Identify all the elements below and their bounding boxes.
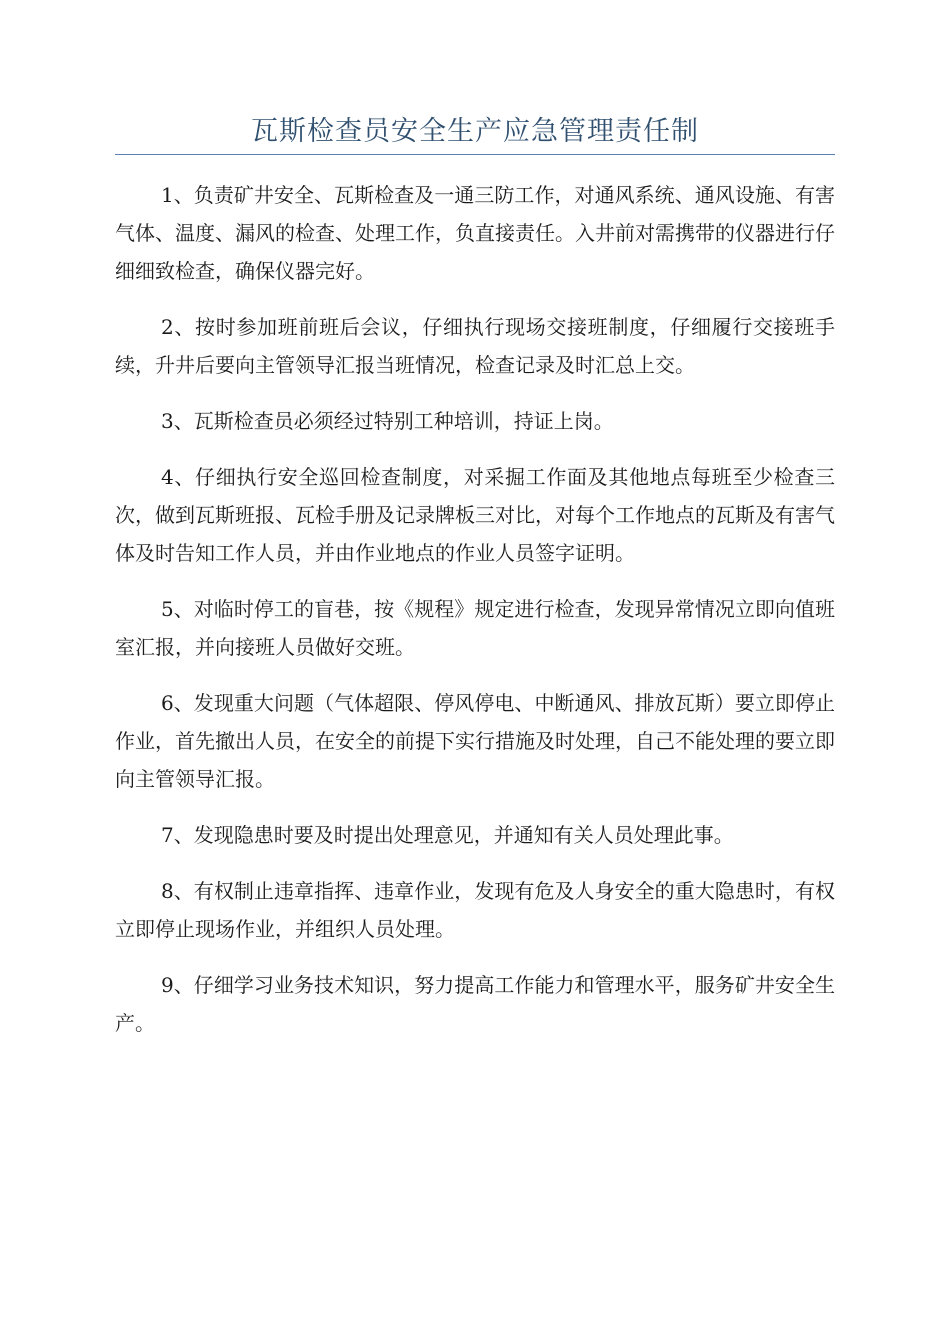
paragraph-2: 2、按时参加班前班后会议，仔细执行现场交接班制度，仔细履行交接班手续，升井后要向主管领导汇报当班情况，检查记录及时汇总上交。 — [115, 315, 835, 377]
paragraph-1: 1、负责矿井安全、瓦斯检查及一通三防工作，对通风系统、通风设施、有害气体、温度、漏风的检查、处理工作，负直接责任。入井前对需携带的仪器进行仔细细致检查，确保仪器完好。 — [115, 183, 835, 283]
paragraph-6: 6、发现重大问题（气体超限、停风停电、中断通风、排放瓦斯）要立即停止作业，首先撤出人员，在安全的前提下实行措施及时处理，自己不能处理的要立即向主管领导汇报。 — [115, 691, 835, 791]
document-title: 瓦斯检查员安全生产应急管理责任制 — [251, 116, 699, 147]
document-body — [115, 176, 835, 1060]
paragraph-8: 8、有权制止违章指挥、违章作业，发现有危及人身安全的重大隐患时，有权立即停止现场作业，并组织人员处理。 — [115, 879, 835, 941]
paragraph-4: 4、仔细执行安全巡回检查制度，对采掘工作面及其他地点每班至少检查三次，做到瓦斯班报、瓦检手册及记录牌板三对比，对每个工作地点的瓦斯及有害气体及时告知工作人员，并由作业地点的作业人员签字证明。 — [115, 465, 835, 565]
title-underline — [115, 154, 835, 155]
paragraph-5: 5、对临时停工的盲巷，按《规程》规定进行检查，发现异常情况立即向值班室汇报，并向接班人员做好交班。 — [115, 597, 835, 659]
paragraph-9: 9、仔细学习业务技术知识，努力提高工作能力和管理水平，服务矿井安全生产。 — [115, 973, 835, 1035]
paragraph-7: 7、发现隐患时要及时提出处理意见，并通知有关人员处理此事。 — [161, 823, 734, 847]
paragraph-3: 3、瓦斯检查员必须经过特别工种培训，持证上岗。 — [161, 409, 614, 433]
